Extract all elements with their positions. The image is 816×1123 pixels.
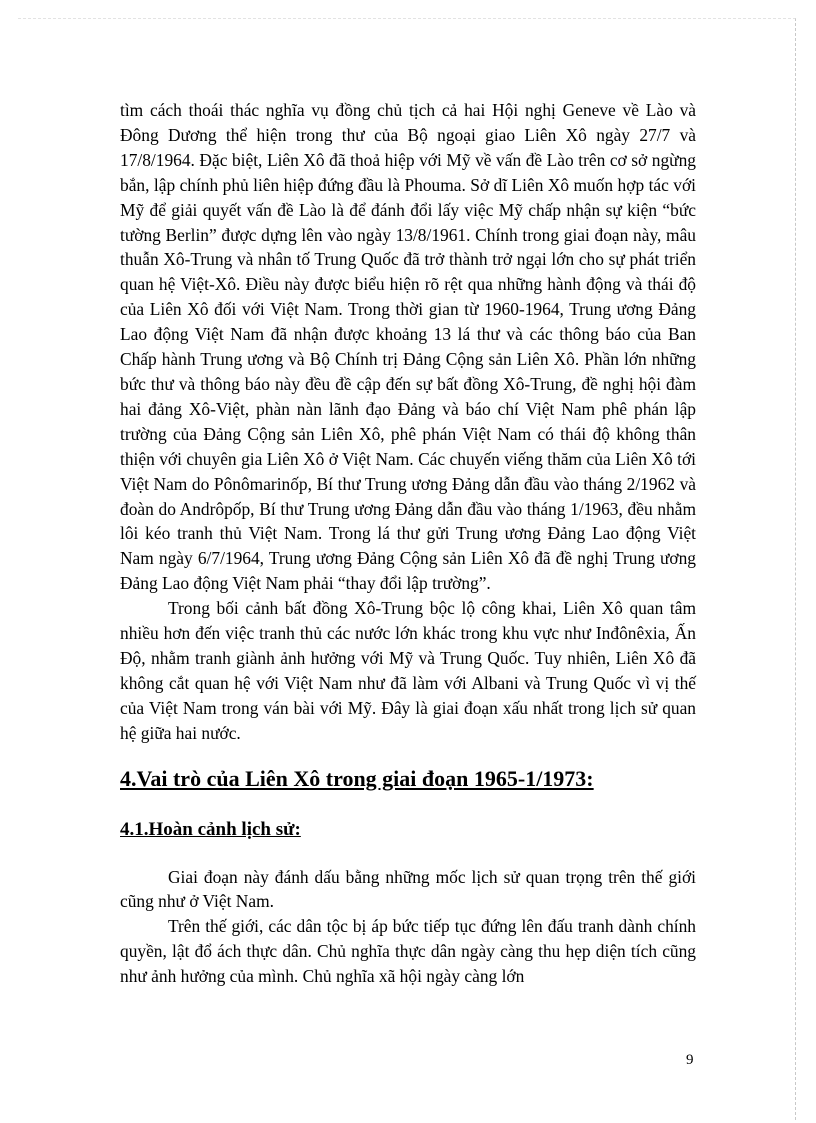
- section-heading: 4.Vai trò của Liên Xô trong giai đoạn 1965-1/1973:: [120, 765, 594, 791]
- paragraph-3: Giai đoạn này đánh dấu bằng những mốc lịch sử quan trọng trên thế giới cũng như ở Việt Nam.: [120, 866, 696, 912]
- page-number: 9: [686, 1052, 694, 1068]
- subsection-heading: 4.1.Hoàn cảnh lịch sử:: [120, 818, 301, 840]
- paragraph-2: Trong bối cảnh bất đồng Xô-Trung bộc lộ công khai, Liên Xô quan tâm nhiều hơn đến việc tranh thủ các nước lớn khác trong khu vực như Inđônêxia, Ấn Độ, nhằm tranh giành ảnh hưởng với Mỹ và Trung Quốc. Tuy nhiên, Liên Xô đã không cắt quan hệ với Việt Nam như đã làm với Albani và Trung Quốc vì vị thế của Việt Nam trong ván bài với Mỹ. Đây là giai đoạn xấu nhất trong lịch sử quan hệ giữa hai nước.: [120, 598, 696, 743]
- paragraph-1: tìm cách thoái thác nghĩa vụ đồng chủ tịch cả hai Hội nghị Geneve về Lào và Đông Dương thể hiện trong thư của Bộ ngoại giao Liên Xô ngày 27/7 và 17/8/1964. Đặc biệt, Liên Xô đã thoả hiệp với Mỹ về vấn đề Lào trên cơ sở ngừng bắn, lập chính phủ liên hiệp đứng đầu là Phouma. Sở dĩ Liên Xô muốn hợp tác với Mỹ để giải quyết vấn đề Lào là để đánh đổi lấy việc Mỹ chấp nhận sự kiện “bức tường Berlin” được dựng lên vào ngày 13/8/1961. Chính trong giai đoạn này, mâu thuẫn Xô-Trung và nhân tố Trung Quốc đã trở thành trở ngại lớn cho sự phát triển quan hệ Việt-Xô. Điều này được biểu hiện rõ rệt qua những hành động và thái độ của Liên Xô đối với Việt Nam. Trong thời gian từ 1960-1964, Trung ương Đảng Lao động Việt Nam đã nhận được khoảng 13 lá thư và các thông báo của Ban Chấp hành Trung ương và Bộ Chính trị Đảng Cộng sản Liên Xô. Phần lớn những bức thư và thông báo này đều đề cập đến sự bất đồng Xô-Trung, đề nghị hội đàm hai đảng Xô-Việt, phàn nàn lãnh đạo Đảng và báo chí Việt Nam phê phán lập trường của Đảng Cộng sản Liên Xô, phê phán Việt Nam có thái độ không thân thiện với chuyên gia Liên Xô ở Việt Nam. Các chuyến viếng thăm của Liên Xô tới Việt Nam do Pônômarinốp, Bí thư Trung ương Đảng dẫn đầu vào tháng 2/1962 và đoàn do Andrôpốp, Bí thư Trung ương Đảng dẫn đầu vào tháng 1/1963, đều nhằm lôi kéo tranh thủ Việt Nam. Trong lá thư gửi Trung ương Đảng Lao động Việt Nam ngày 6/7/1964, Trung ương Đảng Cộng sản Liên Xô đã đề nghị Trung ương Đảng Lao động Việt Nam phải “thay đổi lập trường”.: [120, 100, 696, 594]
- document-body: [120, 98, 696, 989]
- paragraph-4: Trên thế giới, các dân tộc bị áp bức tiếp tục đứng lên đấu tranh dành chính quyền, lật đổ ách thực dân. Chủ nghĩa thực dân ngày càng thu hẹp diện tích cũng như ảnh hưởng của mình. Chủ nghĩa xã hội ngày càng lớn: [120, 916, 696, 987]
